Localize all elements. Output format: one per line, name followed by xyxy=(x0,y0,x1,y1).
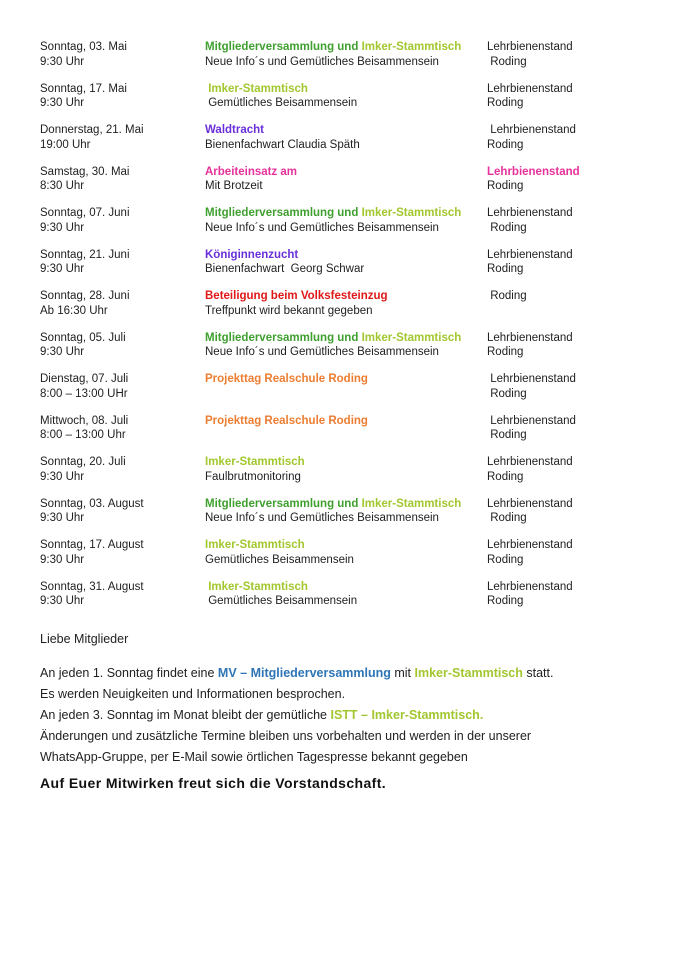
event-title-segment: Mitgliederversammlung und xyxy=(205,331,362,344)
event-main xyxy=(205,206,487,235)
event-location xyxy=(487,455,655,484)
event-location xyxy=(487,414,655,443)
event-description: Neue Info´s und Gemütliches Beisammensein xyxy=(205,346,439,358)
event-title xyxy=(205,331,487,346)
footer-segment: statt. xyxy=(522,665,554,680)
schedule-row xyxy=(40,165,655,194)
greeting-text: Liebe Mitglieder xyxy=(40,631,129,646)
event-main xyxy=(205,331,487,360)
closing-statement: Auf Euer Mitwirken freut sich die Vorstandschaft. xyxy=(40,774,387,791)
event-location-line1: Lehrbienenstand xyxy=(487,497,573,510)
event-description: Gemütliches Beisammensein xyxy=(205,553,354,566)
event-main xyxy=(205,289,487,318)
event-title-segment: Imker-Stammtisch xyxy=(205,82,308,95)
event-date xyxy=(40,165,205,194)
event-date-line: Sonntag, 07. Juni xyxy=(40,207,130,219)
event-date-line: Sonntag, 17. August xyxy=(40,539,144,551)
schedule-row xyxy=(40,331,655,360)
event-location-line1: Lehrbienenstand xyxy=(487,124,576,136)
event-location-line2: Roding xyxy=(487,97,524,109)
event-location-line1: Lehrbienenstand xyxy=(487,456,573,468)
event-location-line2: Roding xyxy=(487,512,527,524)
event-location-line1: Lehrbienenstand xyxy=(487,331,573,344)
event-location xyxy=(487,123,655,152)
event-title xyxy=(205,414,487,429)
event-date xyxy=(40,538,205,567)
event-location-line2: Roding xyxy=(487,180,524,192)
event-date-line: 9:30 Uhr xyxy=(40,55,85,68)
schedule-table xyxy=(40,40,655,609)
event-date-line: Dienstag, 07. Juli xyxy=(40,373,129,385)
event-title-segment: Arbeiteinsatz am xyxy=(205,165,298,178)
event-location-line2: Roding xyxy=(487,595,524,607)
event-description: Gemütliches Beisammensein xyxy=(205,595,358,607)
event-location-line2: Roding xyxy=(487,263,524,275)
event-date-line: 8:30 Uhr xyxy=(40,180,85,192)
event-title xyxy=(205,248,487,263)
footer-segment: mit xyxy=(390,665,415,680)
event-location-line2: Roding xyxy=(487,55,527,68)
footer-line xyxy=(40,663,655,684)
event-location-line1: Lehrbienenstand xyxy=(487,373,576,385)
event-title-segment: Imker-Stammtisch xyxy=(361,41,462,53)
event-date xyxy=(40,206,205,235)
event-description: Neue Info´s und Gemütliches Beisammensein xyxy=(205,512,439,524)
event-title-segment: Imker-Stammtisch xyxy=(205,539,305,551)
event-date xyxy=(40,497,205,526)
event-title xyxy=(205,372,487,387)
event-date-line: 9:30 Uhr xyxy=(40,553,85,566)
event-date xyxy=(40,40,205,69)
event-date-line: Sonntag, 31. August xyxy=(40,580,144,593)
event-title xyxy=(205,538,487,553)
event-location xyxy=(487,331,655,360)
event-description: Bienenfachwart Georg Schwar xyxy=(205,263,365,275)
event-location-line2: Roding xyxy=(487,138,524,151)
schedule-row xyxy=(40,455,655,484)
event-main xyxy=(205,123,487,152)
schedule-row xyxy=(40,40,655,69)
event-date-line: 9:30 Uhr xyxy=(40,512,85,524)
event-date-line: 8:00 – 13:00 Uhr xyxy=(40,429,126,441)
footer-line xyxy=(40,726,655,747)
event-location xyxy=(487,580,655,609)
event-date-line: Sonntag, 20. Juli xyxy=(40,456,126,468)
event-title-segment: Imker-Stammtisch xyxy=(205,580,308,593)
event-date-line: Sonntag, 28. Juni xyxy=(40,290,130,302)
event-title xyxy=(205,455,487,470)
event-main xyxy=(205,497,487,526)
event-location xyxy=(487,538,655,567)
event-date-line: Sonntag, 05. Juli xyxy=(40,331,126,344)
event-location-line1: Lehrbienenstand xyxy=(487,539,573,551)
event-date-line: Donnerstag, 21. Mai xyxy=(40,124,144,136)
event-date xyxy=(40,580,205,609)
event-date xyxy=(40,248,205,277)
event-location-line1: Lehrbienenstand xyxy=(487,207,573,219)
event-date-line: 9:30 Uhr xyxy=(40,221,85,234)
schedule-row xyxy=(40,497,655,526)
footer-segment: MV – Mitgliederversammlung xyxy=(217,665,391,680)
event-main xyxy=(205,414,487,443)
event-description: Bienenfachwart Claudia Späth xyxy=(205,138,360,151)
event-main xyxy=(205,40,487,69)
footer-line xyxy=(40,684,655,705)
schedule-row xyxy=(40,414,655,443)
event-main xyxy=(205,455,487,484)
event-location-line1: Lehrbienenstand xyxy=(487,82,573,95)
event-title-segment: Imker-Stammtisch xyxy=(205,456,305,468)
event-location-line1: Lehrbienenstand xyxy=(487,248,573,261)
event-main xyxy=(205,372,487,401)
event-description: Neue Info´s und Gemütliches Beisammensein xyxy=(205,55,439,68)
event-description: Treffpunkt wird bekannt gegeben xyxy=(205,304,373,317)
footer-lines xyxy=(40,663,655,768)
footer-segment: Es werden Neuigkeiten und Informationen besprochen. xyxy=(40,686,346,701)
event-title-segment: Waldtracht xyxy=(205,124,264,136)
schedule-row xyxy=(40,289,655,318)
event-location xyxy=(487,372,655,401)
event-main xyxy=(205,248,487,277)
event-date xyxy=(40,372,205,401)
event-title-segment: Projekttag Realschule Roding xyxy=(205,373,368,385)
event-title xyxy=(205,289,487,304)
event-main xyxy=(205,538,487,567)
event-date-line: 9:30 Uhr xyxy=(40,263,85,275)
event-description: Mit Brotzeit xyxy=(205,180,263,192)
event-title xyxy=(205,165,487,180)
event-date xyxy=(40,289,205,318)
event-main xyxy=(205,580,487,609)
footer-segment: WhatsApp-Gruppe, per E-Mail sowie örtlichen Tagespresse bekannt gegeben xyxy=(40,749,468,764)
event-title xyxy=(205,123,487,138)
event-date-line: Sonntag, 03. Mai xyxy=(40,41,127,53)
event-location xyxy=(487,40,655,69)
event-title-segment: Mitgliederversammlung und xyxy=(205,41,362,53)
event-main xyxy=(205,82,487,111)
schedule-row xyxy=(40,123,655,152)
footer-line xyxy=(40,747,655,768)
event-location-line2: Roding xyxy=(487,470,524,483)
event-title-segment: Königinnenzucht xyxy=(205,248,299,261)
schedule-row xyxy=(40,248,655,277)
event-location-line2: Roding xyxy=(487,221,527,234)
schedule-row xyxy=(40,580,655,609)
event-date-line: 9:30 Uhr xyxy=(40,595,85,607)
footer-segment: An jeden 1. Sonntag findet eine xyxy=(40,665,218,680)
event-date-line: Sonntag, 21. Juni xyxy=(40,248,130,261)
event-date-line: 9:30 Uhr xyxy=(40,470,85,483)
event-date xyxy=(40,455,205,484)
event-title-segment: Mitgliederversammlung und xyxy=(205,497,362,510)
event-date xyxy=(40,414,205,443)
footer-segment: ISTT – Imker-Stammtisch. xyxy=(330,707,484,722)
event-location-line2: Roding xyxy=(487,346,524,358)
event-main xyxy=(205,165,487,194)
event-date-line: Samstag, 30. Mai xyxy=(40,165,130,178)
event-title-segment: Imker-Stammtisch xyxy=(361,331,462,344)
footer-segment: Imker-Stammtisch xyxy=(414,665,523,680)
event-title xyxy=(205,206,487,221)
event-date-line: Mittwoch, 08. Juli xyxy=(40,414,129,427)
event-location xyxy=(487,165,655,194)
event-location xyxy=(487,82,655,111)
event-date xyxy=(40,82,205,111)
event-title-segment: Imker-Stammtisch xyxy=(361,497,462,510)
schedule-row xyxy=(40,82,655,111)
event-title-segment: Mitgliederversammlung und xyxy=(205,207,362,219)
schedule-row xyxy=(40,206,655,235)
event-date-line: 19:00 Uhr xyxy=(40,138,91,151)
event-date xyxy=(40,331,205,360)
event-date-line: 9:30 Uhr xyxy=(40,97,85,109)
event-title-segment: Projekttag Realschule Roding xyxy=(205,414,368,427)
event-location-line2: Roding xyxy=(487,429,527,441)
event-location xyxy=(487,206,655,235)
event-date-line: Sonntag, 17. Mai xyxy=(40,82,127,95)
event-title-segment: Beteiligung beim Volksfesteinzug xyxy=(205,290,388,302)
event-location xyxy=(487,289,655,318)
event-date-line: Ab 16:30 Uhr xyxy=(40,304,108,317)
event-location-line1: Lehrbienenstand xyxy=(487,165,580,178)
event-date-line: 9:30 Uhr xyxy=(40,346,85,358)
event-date-line: 8:00 – 13:00 UHr xyxy=(40,387,128,400)
event-location xyxy=(487,497,655,526)
event-title xyxy=(205,497,487,512)
event-description: Neue Info´s und Gemütliches Beisammensein xyxy=(205,221,439,234)
event-date-line: Sonntag, 03. August xyxy=(40,497,144,510)
event-location-line1: Lehrbienenstand xyxy=(487,580,573,593)
schedule-row xyxy=(40,538,655,567)
event-location-line2: Roding xyxy=(487,387,527,400)
event-location-line2: Roding xyxy=(487,553,524,566)
event-description: Faulbrutmonitoring xyxy=(205,470,301,483)
event-description: Gemütliches Beisammensein xyxy=(205,97,358,109)
event-date xyxy=(40,123,205,152)
footer-segment: An jeden 3. Sonntag im Monat bleibt der gemütliche xyxy=(40,707,331,722)
event-location-line1: Roding xyxy=(487,290,527,302)
schedule-row xyxy=(40,372,655,401)
event-location-line1: Lehrbienenstand xyxy=(487,414,576,427)
event-location-line1: Lehrbienenstand xyxy=(487,41,573,53)
footer-line xyxy=(40,705,655,726)
event-title xyxy=(205,40,487,55)
event-title-segment: Imker-Stammtisch xyxy=(361,207,462,219)
event-title xyxy=(205,580,487,595)
footer-segment: Änderungen und zusätzliche Termine bleiben uns vorbehalten und werden in der unserer xyxy=(40,728,532,743)
event-location xyxy=(487,248,655,277)
event-title xyxy=(205,82,487,97)
